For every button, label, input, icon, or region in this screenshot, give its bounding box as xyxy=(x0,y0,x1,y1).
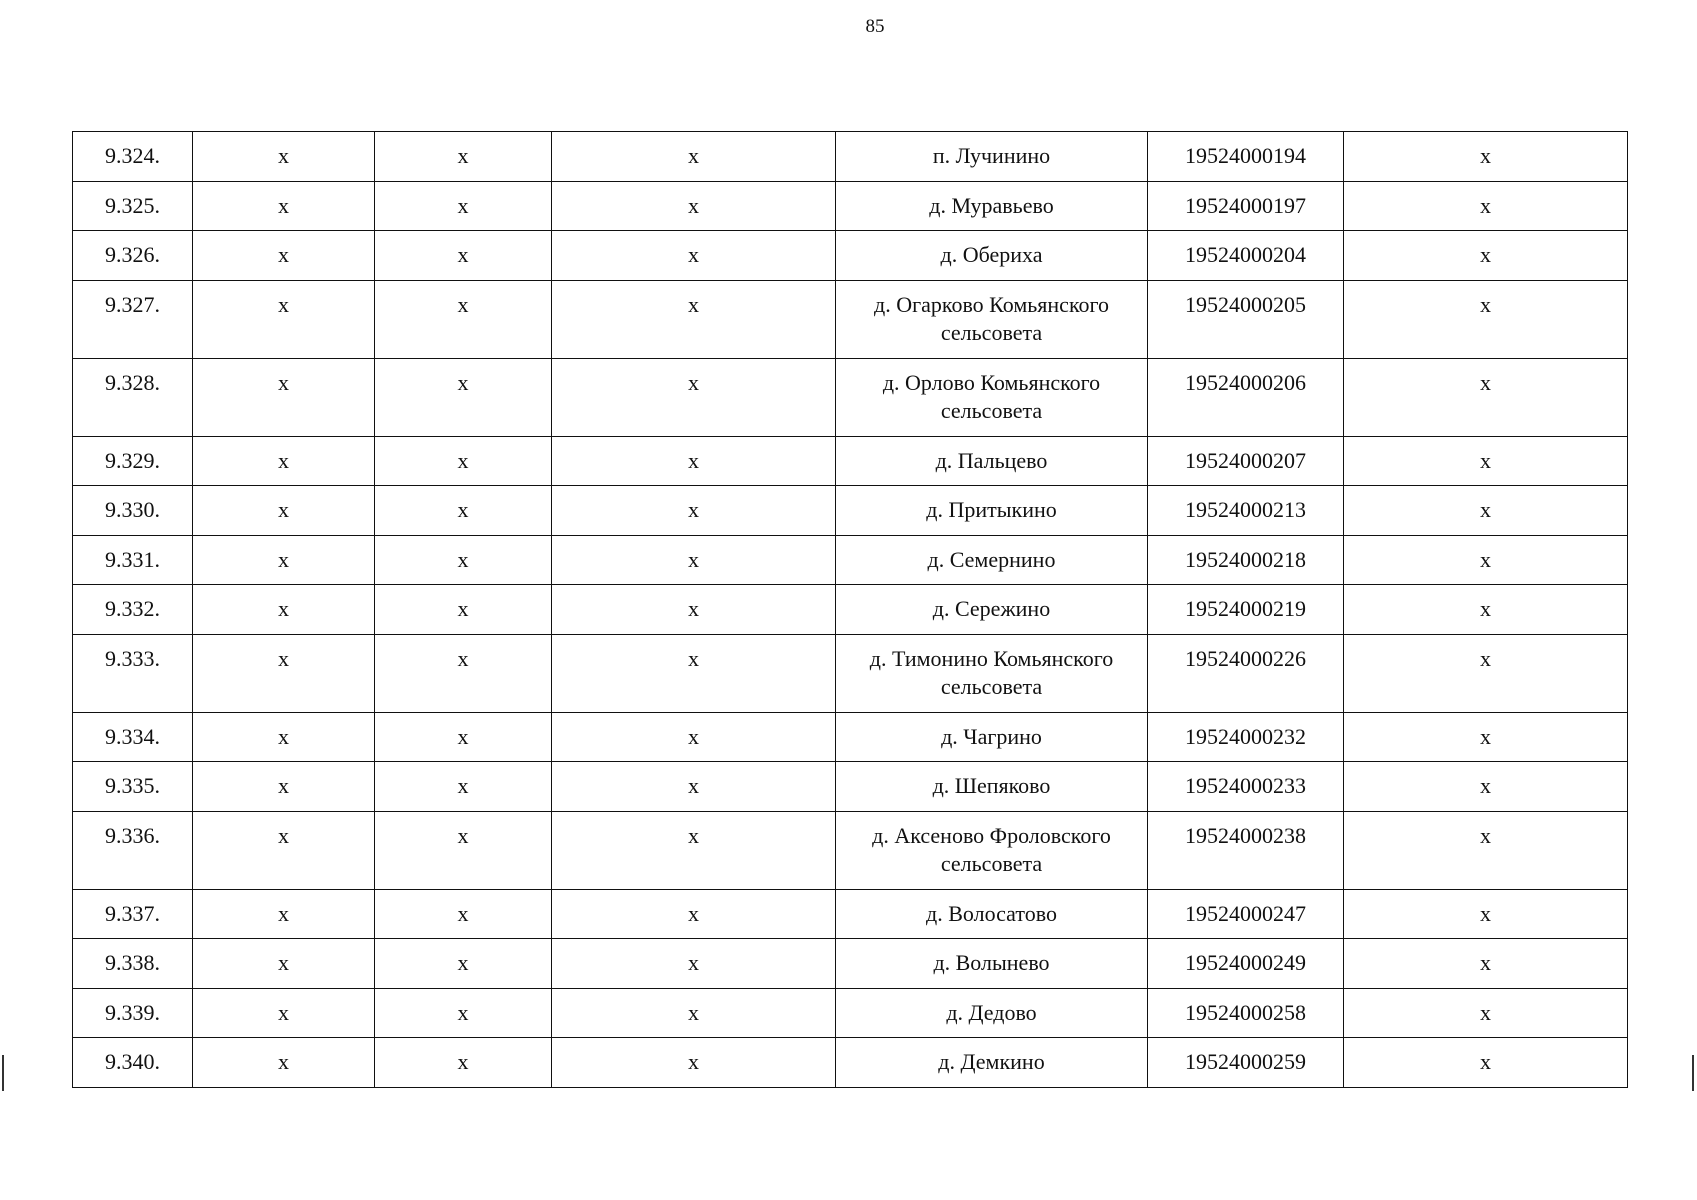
column-3-cell: x xyxy=(375,358,552,436)
column-2-cell: x xyxy=(193,811,375,889)
settlement-name-cell: д. Чагрино xyxy=(836,712,1148,762)
settlement-name-cell: д. Дедово xyxy=(836,988,1148,1038)
table-row xyxy=(73,1038,1628,1088)
page-number: 85 xyxy=(865,16,885,37)
column-4-cell: x xyxy=(552,231,836,281)
oktmo-code-cell: 19524000238 xyxy=(1148,811,1344,889)
oktmo-code-cell: 19524000258 xyxy=(1148,988,1344,1038)
table-body xyxy=(73,132,1628,1088)
table-row xyxy=(73,132,1628,182)
row-number-cell: 9.333. xyxy=(73,634,193,712)
column-7-cell: x xyxy=(1344,889,1628,939)
column-7-cell: x xyxy=(1344,585,1628,635)
column-4-cell: x xyxy=(552,280,836,358)
oktmo-code-cell: 19524000206 xyxy=(1148,358,1344,436)
row-number-cell: 9.331. xyxy=(73,535,193,585)
column-3-cell: x xyxy=(375,889,552,939)
settlement-name-cell: д. Тимонино Комьянского сельсовета xyxy=(836,634,1148,712)
table-row xyxy=(73,486,1628,536)
row-number-cell: 9.336. xyxy=(73,811,193,889)
column-2-cell: x xyxy=(193,181,375,231)
table-row xyxy=(73,712,1628,762)
oktmo-code-cell: 19524000213 xyxy=(1148,486,1344,536)
column-3-cell: x xyxy=(375,1038,552,1088)
column-2-cell: x xyxy=(193,358,375,436)
oktmo-code-cell: 19524000247 xyxy=(1148,889,1344,939)
row-number-cell: 9.324. xyxy=(73,132,193,182)
column-4-cell: x xyxy=(552,132,836,182)
column-2-cell: x xyxy=(193,634,375,712)
column-4-cell: x xyxy=(552,181,836,231)
table-row xyxy=(73,358,1628,436)
column-4-cell: x xyxy=(552,889,836,939)
oktmo-code-cell: 19524000249 xyxy=(1148,939,1344,989)
column-4-cell: x xyxy=(552,358,836,436)
column-3-cell: x xyxy=(375,712,552,762)
column-4-cell: x xyxy=(552,1038,836,1088)
oktmo-code-cell: 19524000204 xyxy=(1148,231,1344,281)
settlement-table xyxy=(72,131,1628,1088)
table-row xyxy=(73,889,1628,939)
scan-mark-left xyxy=(2,1055,4,1091)
column-3-cell: x xyxy=(375,535,552,585)
settlement-name-cell: д. Волынево xyxy=(836,939,1148,989)
column-3-cell: x xyxy=(375,181,552,231)
row-number-cell: 9.326. xyxy=(73,231,193,281)
column-7-cell: x xyxy=(1344,181,1628,231)
oktmo-code-cell: 19524000226 xyxy=(1148,634,1344,712)
settlement-name-cell: д. Аксеново Фроловского сельсовета xyxy=(836,811,1148,889)
column-4-cell: x xyxy=(552,811,836,889)
column-2-cell: x xyxy=(193,585,375,635)
row-number-cell: 9.332. xyxy=(73,585,193,635)
settlement-name-cell: д. Демкино xyxy=(836,1038,1148,1088)
settlement-name-cell: д. Огарково Комьянского сельсовета xyxy=(836,280,1148,358)
column-3-cell: x xyxy=(375,280,552,358)
column-7-cell: x xyxy=(1344,486,1628,536)
row-number-cell: 9.334. xyxy=(73,712,193,762)
oktmo-code-cell: 19524000259 xyxy=(1148,1038,1344,1088)
scan-mark-right xyxy=(1692,1055,1694,1091)
settlement-name-cell: д. Пальцево xyxy=(836,436,1148,486)
column-2-cell: x xyxy=(193,762,375,812)
column-4-cell: x xyxy=(552,585,836,635)
settlement-name-cell: д. Шепяково xyxy=(836,762,1148,812)
table-row xyxy=(73,939,1628,989)
column-4-cell: x xyxy=(552,486,836,536)
oktmo-code-cell: 19524000233 xyxy=(1148,762,1344,812)
settlement-name-cell: д. Сережино xyxy=(836,585,1148,635)
table-row xyxy=(73,634,1628,712)
column-4-cell: x xyxy=(552,634,836,712)
column-2-cell: x xyxy=(193,889,375,939)
column-7-cell: x xyxy=(1344,811,1628,889)
column-2-cell: x xyxy=(193,988,375,1038)
column-3-cell: x xyxy=(375,585,552,635)
row-number-cell: 9.325. xyxy=(73,181,193,231)
oktmo-code-cell: 19524000218 xyxy=(1148,535,1344,585)
table-row xyxy=(73,181,1628,231)
table-row xyxy=(73,280,1628,358)
oktmo-code-cell: 19524000219 xyxy=(1148,585,1344,635)
table-row xyxy=(73,585,1628,635)
column-2-cell: x xyxy=(193,712,375,762)
column-7-cell: x xyxy=(1344,712,1628,762)
column-7-cell: x xyxy=(1344,1038,1628,1088)
column-2-cell: x xyxy=(193,436,375,486)
column-7-cell: x xyxy=(1344,535,1628,585)
column-7-cell: x xyxy=(1344,634,1628,712)
table-row xyxy=(73,811,1628,889)
column-2-cell: x xyxy=(193,939,375,989)
column-2-cell: x xyxy=(193,1038,375,1088)
oktmo-code-cell: 19524000197 xyxy=(1148,181,1344,231)
oktmo-code-cell: 19524000232 xyxy=(1148,712,1344,762)
column-2-cell: x xyxy=(193,231,375,281)
settlement-name-cell: д. Притыкино xyxy=(836,486,1148,536)
row-number-cell: 9.327. xyxy=(73,280,193,358)
column-7-cell: x xyxy=(1344,358,1628,436)
column-2-cell: x xyxy=(193,132,375,182)
row-number-cell: 9.335. xyxy=(73,762,193,812)
oktmo-code-cell: 19524000194 xyxy=(1148,132,1344,182)
column-7-cell: x xyxy=(1344,436,1628,486)
settlement-name-cell: п. Лучинино xyxy=(836,132,1148,182)
row-number-cell: 9.340. xyxy=(73,1038,193,1088)
column-3-cell: x xyxy=(375,436,552,486)
settlement-name-cell: д. Волосатово xyxy=(836,889,1148,939)
column-4-cell: x xyxy=(552,988,836,1038)
table-row xyxy=(73,535,1628,585)
oktmo-code-cell: 19524000207 xyxy=(1148,436,1344,486)
column-3-cell: x xyxy=(375,634,552,712)
column-4-cell: x xyxy=(552,535,836,585)
table-row xyxy=(73,988,1628,1038)
column-3-cell: x xyxy=(375,231,552,281)
column-4-cell: x xyxy=(552,436,836,486)
column-7-cell: x xyxy=(1344,939,1628,989)
column-3-cell: x xyxy=(375,811,552,889)
row-number-cell: 9.339. xyxy=(73,988,193,1038)
settlement-name-cell: д. Обериха xyxy=(836,231,1148,281)
column-2-cell: x xyxy=(193,535,375,585)
column-3-cell: x xyxy=(375,486,552,536)
column-2-cell: x xyxy=(193,280,375,358)
column-7-cell: x xyxy=(1344,988,1628,1038)
row-number-cell: 9.330. xyxy=(73,486,193,536)
column-7-cell: x xyxy=(1344,762,1628,812)
settlement-name-cell: д. Семернино xyxy=(836,535,1148,585)
column-7-cell: x xyxy=(1344,231,1628,281)
table-row xyxy=(73,436,1628,486)
column-3-cell: x xyxy=(375,132,552,182)
row-number-cell: 9.329. xyxy=(73,436,193,486)
column-3-cell: x xyxy=(375,939,552,989)
column-2-cell: x xyxy=(193,486,375,536)
column-4-cell: x xyxy=(552,939,836,989)
column-7-cell: x xyxy=(1344,280,1628,358)
settlement-name-cell: д. Орлово Комьянского сельсовета xyxy=(836,358,1148,436)
row-number-cell: 9.338. xyxy=(73,939,193,989)
row-number-cell: 9.328. xyxy=(73,358,193,436)
table-row xyxy=(73,231,1628,281)
column-4-cell: x xyxy=(552,762,836,812)
column-7-cell: x xyxy=(1344,132,1628,182)
column-4-cell: x xyxy=(552,712,836,762)
oktmo-code-cell: 19524000205 xyxy=(1148,280,1344,358)
column-3-cell: x xyxy=(375,762,552,812)
settlement-name-cell: д. Муравьево xyxy=(836,181,1148,231)
column-3-cell: x xyxy=(375,988,552,1038)
row-number-cell: 9.337. xyxy=(73,889,193,939)
table-row xyxy=(73,762,1628,812)
